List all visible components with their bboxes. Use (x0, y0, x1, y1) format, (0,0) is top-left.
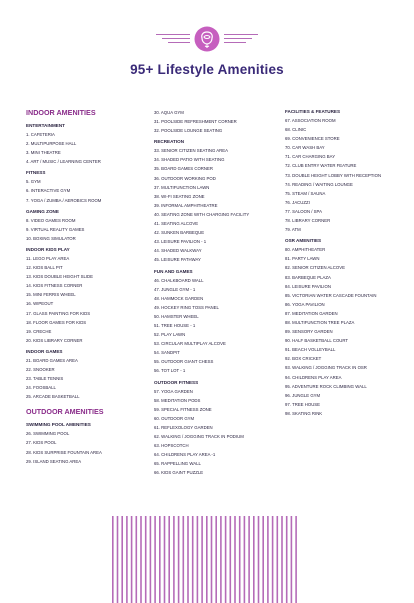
amenity-item: 48. HAMMOCK GARDEN (154, 295, 204, 301)
section-heading: INDOOR AMENITIES (26, 108, 96, 117)
stripe (272, 516, 274, 603)
amenity-item: 17. GLASS PAINTING FOR KIDS (26, 310, 91, 316)
stripe (206, 516, 208, 603)
stripe (131, 516, 133, 603)
amenity-item: 1. CAFETERIA (26, 132, 55, 137)
amenity-item: 33. SENIOR CITIZEN SEATING AREA (154, 148, 228, 154)
amenity-item: 32. POOLSIDE LOUNGE SEATING (154, 128, 223, 134)
amenity-item: 73. DOUBLE HEIGHT LOBBY WITH RECEPTION (285, 172, 382, 178)
amenity-item: 21. BOARD GAMES AREA (26, 357, 78, 363)
section-heading: FUN AND GAMES (154, 268, 193, 274)
stripe (140, 516, 142, 603)
amenity-item: 47. JUNGLE GYM - 1 (154, 286, 196, 292)
stripe (197, 516, 199, 603)
stripe (150, 516, 152, 603)
amenity-item: 8. VIDEO GAMES ROOM (26, 217, 76, 223)
page-title: 95+ Lifestyle Amenities (130, 62, 284, 77)
amenity-item: 11. LEGO PLAY AREA (26, 255, 70, 261)
stripe (145, 516, 147, 603)
amenity-item: 74. READING / WAITING LOUNGE (285, 181, 353, 187)
stripe (187, 516, 189, 603)
stripe (112, 516, 114, 603)
amenity-item: 95. ADVENTURE ROCK CLIMBING WALL (285, 383, 367, 389)
column-2 (154, 108, 280, 477)
stripe (136, 516, 138, 603)
section-heading: OUTDOOR AMENITIES (26, 407, 104, 417)
stripe (211, 516, 213, 603)
stripe (201, 516, 203, 603)
amenity-item: 69. CONVENIENCE STORE (285, 136, 340, 142)
amenity-item: 38. WI-FI SEATING ZONE (154, 193, 205, 199)
stripe (192, 516, 194, 603)
stripe (267, 516, 269, 603)
amenity-item: 56. TOT LOT - 1 (154, 368, 186, 374)
amenity-item: 71. CAR CHARGING BAY (285, 154, 336, 160)
amenity-item: 81. PARTY LAWN (285, 256, 320, 262)
amenity-item: 18. FLOOR GAMES FOR KIDS (26, 319, 87, 325)
amenity-item: 52. PLAY LAWN (154, 332, 186, 338)
amenity-item: 89. SENSORY GARDEN (285, 329, 333, 335)
stripe (178, 516, 180, 603)
amenity-item: 43. LEISURE PAVILION - 1 (154, 239, 207, 245)
section-heading: SWIMMING POOL AMENITIES (26, 422, 91, 428)
section-heading: FACILITIES & FEATURES (285, 109, 341, 114)
amenity-item: 31. POOLSIDE REFRESHMENT CORNER (154, 119, 237, 125)
amenity-item: 20. KIDS LIBRARY CORNER (26, 337, 83, 343)
amenity-item: 84. LEISURE PAVILION (285, 283, 331, 289)
stripe (295, 516, 297, 603)
amenity-item: 35. BOARD GAMES CORNER (154, 166, 213, 172)
amenity-item: 6. INTERACTIVE GYM (26, 188, 71, 194)
amenity-item: 16. WIPEOUT (26, 301, 54, 307)
section-heading: RECREATION (154, 139, 185, 145)
amenity-item: 14. KIDS FITNESS CORNER (26, 283, 83, 289)
stripe (234, 516, 236, 603)
stripe (286, 516, 288, 603)
amenity-item: 93. WALKING / JOGGING TRACK IN OSR (285, 365, 367, 371)
stripe (248, 516, 250, 603)
amenity-item: 63. HOPSCOTCH (154, 443, 189, 449)
stripe (277, 516, 279, 603)
stripe (220, 516, 222, 603)
amenity-item: 27. KIDS POOL (26, 440, 57, 446)
amenity-item: 83. BARBEQUE PLAZA (285, 274, 331, 280)
amenity-item: 86. YOGA PAVILION (285, 301, 325, 307)
amenity-item: 49. HOCKEY RING TOSS PANEL (154, 304, 219, 310)
amenity-item: 75. STEAM / SAUNA (285, 190, 326, 196)
stripe (154, 516, 156, 603)
stripe (258, 516, 260, 603)
amenity-item: 82. SENIOR CITIZEN ALCOVE (285, 265, 345, 271)
amenity-item: 12. KIDS BALL PIT (26, 265, 63, 271)
section-heading: OUTDOOR FITNESS (154, 379, 199, 385)
amenity-item: 51. TREE HOUSE - 1 (154, 322, 196, 328)
amenity-item: 88. MULTIFUNCTION TREE PLAZA (285, 319, 355, 325)
amenity-item: 40. SEATING ZONE WITH CHARGING FACILITY (154, 211, 250, 217)
amenity-item: 13. KIDS DOUBLE HEIGHT SLIDE (26, 274, 94, 280)
stripe (225, 516, 227, 603)
amenity-item: 68. CLINIC (285, 127, 307, 133)
amenity-item: 65. RAPPELLING WALL (154, 461, 201, 467)
amenity-item: 58. MEDITATION PODS (154, 397, 201, 403)
amenity-item: 30. AQUA GYM (154, 110, 184, 115)
amenity-item: 60. OUTDOOR GYM (154, 415, 195, 421)
amenity-item: 3. MINI THEATRE (26, 150, 61, 156)
amenity-item: 62. WALKING / JOGGING TRACK IN PODIUM (154, 434, 244, 439)
amenity-item: 29. ISLAND SEATING AREA (26, 458, 82, 464)
amenity-item: 46. CHALKBOARD WALL (154, 277, 204, 283)
amenity-item: 66. KIDS GAINT PUZZLE (154, 470, 204, 476)
amenity-item: 54. SANDPIT (154, 350, 180, 356)
amenity-item: 79. ATM (285, 227, 301, 233)
amenity-item: 36. OUTDOOR WORKING POD (154, 175, 216, 181)
stripe (262, 516, 264, 603)
section-heading: GAMING ZONE (26, 208, 59, 214)
amenity-item: 55. OUTDOOR GIANT CHESS (154, 359, 214, 365)
amenity-item: 24. FOOSBALL (26, 385, 56, 391)
amenity-item: 94. CHILDRENS PLAY AREA (285, 374, 342, 380)
amenity-item: 22. SNOOKER (26, 366, 55, 372)
section-heading: ENTERTAINMENT (26, 123, 65, 128)
amenity-item: 9. VIRTUAL REALITY GAMES (26, 226, 85, 232)
amenity-item: 23. TABLE TENNIS (26, 376, 64, 382)
stripe (244, 516, 246, 603)
amenity-item: 28. KIDS SURPRISE FOUNTAIN AREA (26, 449, 102, 455)
amenity-item: 76. JACUZZI (285, 199, 310, 205)
stripe (159, 516, 161, 603)
amenity-item: 72. CLUB ENTRY WATER FEATURE (285, 163, 357, 169)
stripe (230, 516, 232, 603)
amenity-item: 67. ASSOCIATION ROOM (285, 118, 336, 123)
stripe (168, 516, 170, 603)
stripe (164, 516, 166, 603)
section-heading: INDOOR GAMES (26, 348, 63, 354)
column-1 (26, 108, 146, 466)
amenity-item: 85. VICTORIAN WATER CASCADE FOUNTAIN (285, 292, 377, 298)
amenity-item: 25. ARCADE BASKETBALL (26, 394, 80, 400)
amenity-item: 37. MULTIFUNCTION LAWN (154, 184, 210, 190)
amenity-item: 90. HALF BASKETBALL COURT (285, 338, 349, 344)
stripe (239, 516, 241, 603)
column-3 (285, 108, 405, 418)
amenity-item: 41. SEATING ALCOVE (154, 221, 199, 227)
amenity-item: 70. CAR WASH BAY (285, 145, 325, 151)
amenity-item: 78. LIBRARY CORNER (285, 218, 331, 224)
amenity-item: 77. SALOON / SPA (285, 208, 322, 214)
decorative-stripes (112, 516, 300, 603)
header-emblem (0, 22, 414, 58)
amenity-item: 87. MEDITATION GARDEN (285, 310, 338, 316)
amenity-item: 15. MINI FERRIS WHEEL (26, 292, 76, 298)
stripe (281, 516, 283, 603)
amenity-item: 50. HAMSTER WHEEL (154, 313, 199, 319)
amenity-item: 53. CIRCULAR MULTIPLAY ALCOVE (154, 341, 226, 347)
amenity-item: 59. SPECIAL FITNESS ZONE (154, 406, 212, 412)
section-heading: OSR AMENITIES (285, 238, 322, 244)
stripe (183, 516, 185, 603)
amenity-item: 42. SUNKEN BARBEQUE (154, 230, 205, 236)
amenity-item: 98. SKATING RINK (285, 410, 323, 416)
rose-logo-icon (194, 26, 220, 52)
amenity-item: 34. SHADED PATIO WITH SEATING (154, 157, 225, 163)
amenity-item: 10. BOXING SIMULATOR (26, 235, 76, 241)
amenity-item: 19. CRECHE (26, 328, 52, 334)
amenity-item: 39. INFORMAL AMPHITHEATRE (154, 202, 218, 208)
amenity-item: 57. YOGA GARDEN (154, 388, 193, 394)
amenity-item: 7. YOGA / ZUMBA / AEROBICS ROOM (26, 197, 102, 203)
amenity-item: 5. GYM (26, 179, 41, 185)
stripe (121, 516, 123, 603)
amenity-item: 45. LEISURE PATHWAY (154, 257, 201, 263)
amenity-item: 4. ART / MUSIC / LEARNING CENTER (26, 159, 101, 165)
amenity-item: 61. REFLEXOLOGY GARDEN (154, 424, 213, 430)
stripe (117, 516, 119, 603)
section-heading: FITNESS (26, 170, 46, 176)
amenity-item: 97. TREE HOUSE (285, 401, 321, 407)
amenity-item: 26. SWIMMING POOL (26, 431, 70, 437)
amenity-item: 44. SHADED WALKWAY (154, 248, 202, 254)
amenity-item: 91. BEACH VOLLEYBALL (285, 347, 336, 353)
amenity-item: 64. CHILDRENS PLAY AREA -1 (154, 452, 216, 458)
stripe (291, 516, 293, 603)
amenity-item: 96. JUNGLE GYM (285, 392, 321, 398)
stripe (173, 516, 175, 603)
stripe (215, 516, 217, 603)
amenity-item: 2. MULTIPURPOSE HALL (26, 141, 77, 147)
amenity-item: 92. BOX CRICKET (285, 356, 322, 362)
section-heading: INDOOR KIDS PLAY (26, 246, 70, 252)
stripe (126, 516, 128, 603)
stripe (253, 516, 255, 603)
amenity-item: 80. AMPHITHEATER (285, 247, 326, 253)
